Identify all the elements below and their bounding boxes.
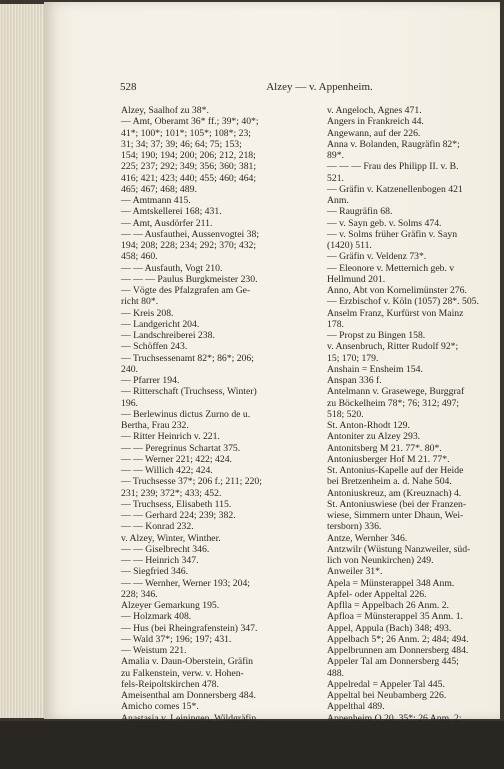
index-entry-line: Anastasia v. Leiningen, Wildgräfin, xyxy=(121,712,259,724)
index-entry-line: — Hus (bei Rheingrafenstein) 347. xyxy=(121,622,258,634)
index-entry-line: 521. xyxy=(327,172,344,184)
index-entry-line: (1420) 511. xyxy=(327,240,372,251)
index-entry-line: — v. Sayn geb. v. Solms 474. xyxy=(327,217,442,229)
index-entry-line: tersborn) 336. xyxy=(327,521,382,533)
index-entry-line: — — Giselbrecht 346. xyxy=(121,543,210,555)
index-entry-line: — Amt, Oberamt 36* ff.; 39*; 40*; xyxy=(121,116,259,128)
index-entry-line: Appelbrunnen am Donnersberg 484. xyxy=(327,645,469,656)
index-entry-line: Antonitsberg M 21. 77*. 80*. xyxy=(327,442,442,454)
index-entry-line: St. Antonius-Kapelle auf der Heide xyxy=(327,465,464,476)
index-entry-line: 194; 208; 228; 234; 292; 370; 432; xyxy=(121,240,257,251)
index-entry-line: — Berlewinus dictus Zurno de u. xyxy=(121,408,251,420)
index-entry-line: Appeltal bei Neubamberg 226. xyxy=(327,690,447,701)
index-entry-line: bei Bretzenheim a. d. Nahe 504. xyxy=(327,476,452,488)
index-entry-line: — — Peregrinus Schartat 375. xyxy=(121,442,241,454)
index-entry-line: v. Ansenbruch, Ritter Rudolf 92*; xyxy=(327,341,459,353)
index-entry-line: 196. xyxy=(121,397,138,409)
index-entry-line: 31; 34; 37; 39; 46; 64; 75; 153; xyxy=(121,138,242,150)
index-entry-line: — Wald 37*; 196; 197; 431. xyxy=(121,633,232,645)
index-entry-line: — Weistum 221. xyxy=(121,645,187,656)
index-entry-line: — Siegfried 346. xyxy=(121,566,188,578)
index-entry-line: von Andernach, Ludwig 285. xyxy=(121,746,235,758)
index-entry-line: Hellmund 201. xyxy=(327,273,386,285)
index-entry-line: Apfel- oder Appeltal 226. xyxy=(327,588,427,600)
index-entry-line: Appelthal 489. xyxy=(327,701,385,713)
index-entry-line: — Holzmark 408. xyxy=(121,611,192,623)
index-entry-line: — Gräfin v. Veldenz 73*. xyxy=(327,251,427,263)
index-entry-line: Ameisenthal am Donnersberg 484. xyxy=(121,690,256,701)
index-entry-line: richt 80*. xyxy=(121,296,159,308)
index-entry-line: 416; 421; 423; 440; 455; 460; 464; xyxy=(121,172,257,184)
index-entry-line: Amicho comes 15*. xyxy=(121,701,199,713)
index-entry-line: — — Ausfauthei, Aussenvogtei 38; xyxy=(121,228,260,240)
index-entry-line: Anno, Abt von Kornelimünster 276. xyxy=(327,285,467,296)
index-entry-line: v. Appenheim, Peter u. Jakob 425 xyxy=(327,735,458,746)
index-entry-line: fels-Reipoltskirchen 478. xyxy=(121,678,219,690)
index-entry-line: Anweiler 31*. xyxy=(327,566,383,578)
index-entry-line: — — Konrad 232. xyxy=(121,521,194,533)
index-entry-line: — Landschreiberei 238. xyxy=(121,330,215,341)
index-entry-line: St. Anton-Rhodt 129. xyxy=(327,420,410,431)
index-entry-line: Antze, Wernher 346. xyxy=(327,532,408,544)
index-entry-line: 154; 190; 194; 200; 206; 212, 218; xyxy=(121,150,256,161)
index-entry-line: v. Alzey, Winter, Winther. xyxy=(121,532,221,544)
index-entry-line: — — Werner 221; 422; 424. xyxy=(121,453,232,465)
index-entry-line: Antelmann v. Grasewege, Burggraf xyxy=(327,386,465,398)
index-entry-line: 488. xyxy=(327,667,344,679)
index-entry-line: Angers in Frankreich 44. xyxy=(327,116,424,128)
index-page xyxy=(44,2,500,769)
page-number: 528 xyxy=(120,81,137,93)
index-entry-line: 15; 170; 179. xyxy=(327,352,379,364)
index-entry-line: — Pfarrer 194. xyxy=(121,375,180,386)
index-entry-line: — Ritterschaft (Truchsess, Winter) xyxy=(121,386,257,398)
index-entry-line: — Truchsess, Elisabeth 115. xyxy=(121,498,232,510)
index-entry-line: Anm. xyxy=(327,746,349,758)
index-entry-line: — — Ausfauth, Vogt 210. xyxy=(121,262,223,274)
index-entry-line: — Landgericht 204. xyxy=(121,318,200,330)
index-entry-line: 231; 239; 372*; 433; 452. xyxy=(121,487,222,499)
index-entry-line: — Erzbischof v. Köln (1057) 28*. 505. xyxy=(327,296,479,308)
index-entry-line: — Kreis 208. xyxy=(121,307,174,319)
index-entry-line: 458; 460. xyxy=(121,251,158,263)
index-entry-line: Antoniter zu Alzey 293. xyxy=(327,431,421,443)
index-entry-line: zu Falkenstein, verw. v. Hohen- xyxy=(121,667,244,679)
index-entry-line: Appelbach 5*; 26 Anm. 2; 484; 494. xyxy=(327,633,469,645)
index-entry-line: 465; 467; 468; 489. xyxy=(121,183,197,195)
index-entry-line: — — Wernher, Werner 193; 204; xyxy=(121,577,250,589)
index-entry-line: 89*. xyxy=(327,150,344,161)
index-entry-line: — Raugräfin 68. xyxy=(327,206,393,218)
index-entry-line: Antzwilr (Wüstung Nanzweiler, süd- xyxy=(327,543,471,555)
index-entry-line: Witwe 68. xyxy=(121,723,161,735)
index-entry-line: — Schöffen 243. xyxy=(121,341,188,353)
index-entry-line: wiese, Simmern unter Dhaun, Wei- xyxy=(327,510,464,521)
index-entry-line: — — Heinrich 347. xyxy=(121,555,199,566)
index-entry-line: Appeler Tal am Donnersberg 445; xyxy=(327,656,459,668)
index-entry-line: Amalia v. Daun-Oberstein, Gräfin xyxy=(121,656,253,668)
index-entry-line: Anna v. Bolanden, Raugräfin 82*; xyxy=(327,138,460,150)
index-entry-line: Anselm Franz, Kurfürst von Mainz xyxy=(327,307,464,319)
index-entry-line: v. Appenheim, Werner 211; 432. xyxy=(327,757,453,769)
index-entry-line: 178. xyxy=(327,318,344,330)
index-entry-line: Alzeyer Gemarkung 195. xyxy=(121,600,220,611)
index-entry-line: Alzey, Saalhof zu 38*. xyxy=(121,105,209,116)
left-index-column xyxy=(121,105,299,769)
index-entry-line: Antoniusberger Hof M 21. 77*. xyxy=(327,453,450,465)
index-entry-line: — — Willich 422; 424. xyxy=(121,465,213,476)
index-entry-line: lich von Neunkirchen) 249. xyxy=(327,555,434,566)
index-entry-line: — Gräfin v. Katzenellenbogen 421 xyxy=(327,183,463,195)
index-entry-line: Bertha, Frau 232. xyxy=(121,420,189,431)
index-entry-line: Antoniuskreuz, am (Kreuznach) 4. xyxy=(327,487,462,499)
index-entry-line: Apfloa = Münsterappel 35 Anm. 1. xyxy=(327,611,463,623)
index-entry-line: Andressen, Lorenz, aus Tholey 340. xyxy=(121,757,261,769)
page-edges xyxy=(0,4,45,718)
index-entry-line: 41*; 100*; 101*; 105*; 108*; 23; xyxy=(121,127,251,139)
index-entry-line: — Truchsesse 37*; 206 f.; 211; 220; xyxy=(121,476,262,488)
index-entry-line: zu Böckelheim 78*; 76; 312; 497; xyxy=(327,397,460,409)
index-entry-line: Anshain = Ensheim 154. xyxy=(327,363,423,375)
index-entry-line: — — — Paulus Burgkmeister 230. xyxy=(121,273,258,285)
index-entry-line: — Truchsessenamt 82*; 86*; 206; xyxy=(121,352,254,364)
page-header xyxy=(44,81,500,97)
index-entry-line: — Propst zu Bingen 158. xyxy=(327,330,426,341)
index-entry-line: — — Gerhard 224; 239; 382. xyxy=(121,510,236,521)
index-entry-line: — v. Solms früher Gräfin v. Sayn xyxy=(327,228,458,240)
index-entry-line: Appel, Appula (Bach) 348; 493. xyxy=(327,622,452,634)
index-entry-line: Apela = Münsterappel 348 Anm. xyxy=(327,577,455,589)
index-entry-line: 518; 520. xyxy=(327,408,364,420)
index-entry-line: Apflla = Appelbach 26 Anm. 2. xyxy=(327,600,449,611)
index-entry-line: — Amtskellerei 168; 431. xyxy=(121,206,222,218)
running-title: Alzey — v. Appenheim. xyxy=(266,81,373,93)
index-entry-line: — Amt, Ausdörfer 211. xyxy=(121,217,213,229)
index-entry-line: Appenheim O 20. 35*; 26 Anm. 2; xyxy=(327,712,462,724)
index-entry-line: 225; 237; 292; 349; 356; 360; 381; xyxy=(121,161,257,173)
index-entry-line: Andegavinsis pagus (Angers) 44. xyxy=(121,735,251,746)
index-entry-line: St. Antoniuswiese (bei der Franzen- xyxy=(327,498,467,510)
index-entry-line: — — — Frau des Philipp II. v. B. xyxy=(327,161,459,173)
index-entry-line: — Vögte des Pfalzgrafen am Ge- xyxy=(121,285,251,296)
right-index-column xyxy=(327,105,504,769)
index-entry-line: — Ritter Heinrich v. 221. xyxy=(121,431,220,443)
index-entry-line: Anspan 336 f. xyxy=(327,375,382,386)
index-entry-line: — Amtmann 415. xyxy=(121,195,191,206)
index-entry-line: Appelredal = Appeler Tal 445. xyxy=(327,678,445,690)
index-entry-line: Angewann, auf der 226. xyxy=(327,127,421,139)
index-entry-line: 228; 346. xyxy=(121,588,158,600)
index-entry-line: 240. xyxy=(121,363,138,375)
index-entry-line: v. Angeloch, Agnes 471. xyxy=(327,105,422,116)
index-entry-line: Anm. xyxy=(327,195,349,206)
index-entry-line: 154; 162; 166; 244. xyxy=(327,723,403,735)
index-entry-line: — Eleonore v. Metternich geb. v xyxy=(327,262,455,274)
